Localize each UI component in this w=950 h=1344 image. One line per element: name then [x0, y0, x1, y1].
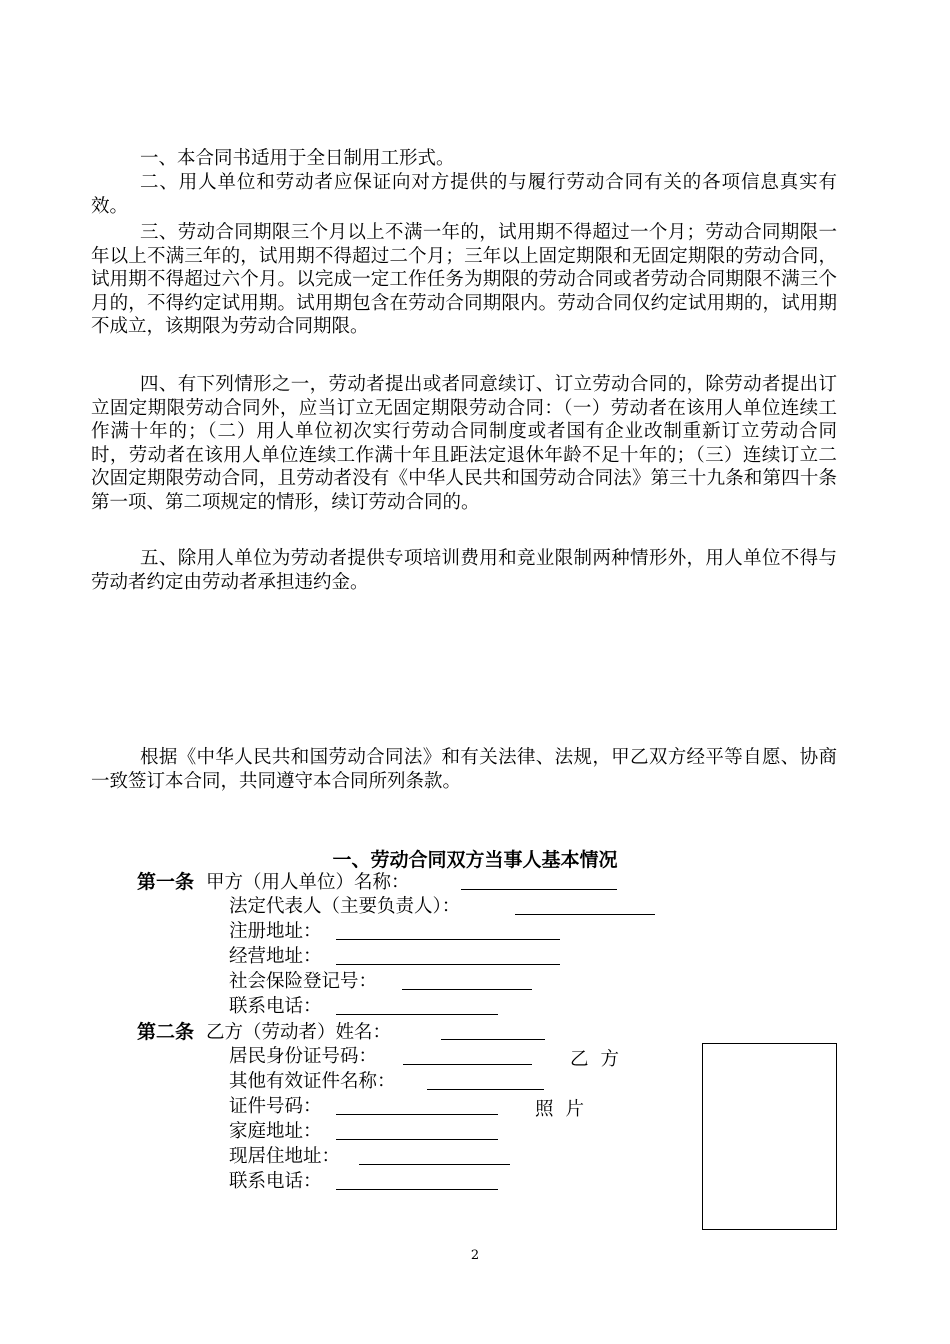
article2-label: 第二条 — [137, 1021, 195, 1043]
photo-label-line2: 照片 — [535, 1099, 597, 1120]
social-insurance-field[interactable] — [402, 989, 532, 990]
current-address-label: 现居住地址： — [229, 1146, 341, 1167]
biz-address-field[interactable] — [336, 964, 560, 965]
article1-label: 第一条 — [137, 871, 195, 893]
home-address-field[interactable] — [336, 1139, 498, 1140]
employee-phone-field[interactable] — [336, 1189, 498, 1190]
page-number: 2 — [470, 1248, 480, 1263]
instruction-5: 五、除用人单位为劳动者提供专项培训费用和竞业限制两种情形外，用人单位不得与劳动者约定由劳动者承担违约金。 — [91, 548, 837, 593]
employer-phone-label: 联系电话： — [229, 996, 322, 1017]
id-number-field[interactable] — [336, 1114, 498, 1115]
article2-name-row — [137, 1020, 391, 1045]
id-no-field[interactable] — [403, 1064, 532, 1065]
reg-address-label: 注册地址： — [229, 921, 322, 942]
social-insurance-label: 社会保险登记号： — [229, 971, 378, 992]
reg-address-field[interactable] — [336, 939, 560, 940]
legal-rep-label: 法定代表人（主要负责人）： — [229, 896, 461, 917]
current-address-field[interactable] — [359, 1164, 510, 1165]
instruction-2: 二、用人单位和劳动者应保证向对方提供的与履行劳动合同有关的各项信息真实有效。 — [91, 172, 837, 217]
instruction-1: 一、本合同书适用于全日制用工形式。 — [140, 148, 455, 169]
legal-rep-field[interactable] — [515, 914, 655, 915]
id-number-label: 证件号码： — [229, 1096, 322, 1117]
employer-name-field[interactable] — [461, 889, 617, 890]
employer-phone-field[interactable] — [336, 1014, 498, 1015]
other-id-name-label: 其他有效证件名称： — [229, 1071, 396, 1092]
employer-name-label: 甲方（用人单位）名称： — [206, 872, 410, 893]
photo-box[interactable] — [702, 1043, 837, 1230]
other-id-name-field[interactable] — [427, 1089, 544, 1090]
preamble: 根据《中华人民共和国劳动合同法》和有关法律、法规，甲乙双方经平等自愿、协商一致签订本合同，共同遵守本合同所列条款。 — [91, 747, 837, 792]
instruction-4: 四、有下列情形之一，劳动者提出或者同意续订、订立劳动合同的，除劳动者提出订立固定期限劳动合同外，应当订立无固定期限劳动合同：（一）劳动者在该用人单位连续工作满十年的；（二）用人单位初次实行劳动合同制度或者国有企业改制重新订立劳动合同时，劳动者在该用人单位连续工作满十年且距法定退休年龄不足十年的；（三）连续订立二次固定期限劳动合同，且劳动者没有《中华人民共和国劳动合同法》第三十九条和第四十条第一项、第二项规定的情形，续订劳动合同的。 — [91, 374, 837, 513]
employee-name-label: 乙方（劳动者）姓名： — [206, 1022, 392, 1043]
employee-name-field[interactable] — [441, 1039, 545, 1040]
id-no-label: 居民身份证号码： — [229, 1046, 378, 1067]
biz-address-label: 经营地址： — [229, 946, 322, 967]
employee-phone-label: 联系电话： — [229, 1171, 322, 1192]
photo-label-line1: 乙方 — [570, 1049, 632, 1070]
home-address-label: 家庭地址： — [229, 1121, 322, 1142]
instruction-3: 三、劳动合同期限三个月以上不满一年的，试用期不得超过一个月；劳动合同期限一年以上不满三年的，试用期不得超过二个月；三年以上固定期限和无固定期限的劳动合同，试用期不得超过六个月。以完成一定工作任务为期限的劳动合同或者劳动合同期限不满三个月的，不得约定试用期。试用期包含在劳动合同期限内。劳动合同仅约定试用期的，试用期不成立，该期限为劳动合同期限。 — [91, 222, 837, 338]
article1-name-row — [137, 870, 410, 895]
section-title: 一、劳动合同双方当事人基本情况 — [332, 849, 618, 871]
